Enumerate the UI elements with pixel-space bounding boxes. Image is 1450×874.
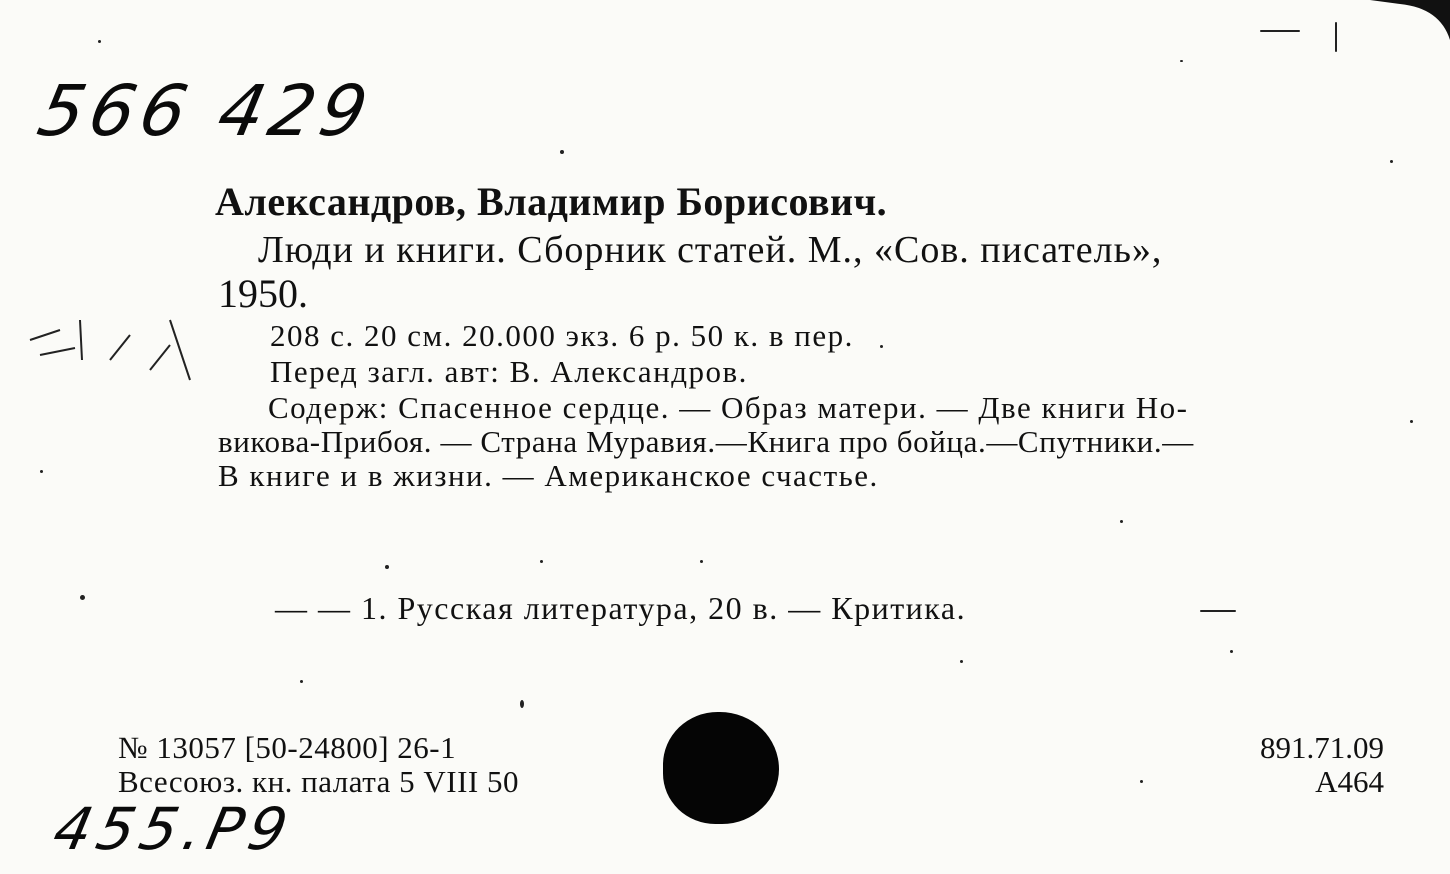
author-note-line: Перед загл. авт: В. Александров. — [270, 354, 748, 389]
author-mark: А464 — [1315, 764, 1384, 799]
punch-hole — [663, 712, 779, 824]
registry-number: № 13057 [50-24800] 26-1 — [118, 730, 457, 765]
collation-line: 208 с. 20 см. 20.000 экз. 6 р. 50 к. в пер. — [270, 318, 854, 353]
author-heading: Александров, Владимир Борисович. — [215, 179, 888, 224]
title-line: Люди и книги. Сборник статей. М., «Сов. писатель», — [258, 229, 1163, 271]
corner-shadow — [1370, 0, 1450, 40]
subject-heading: — — 1. Русская литература, 20 в. — Критика. — [275, 590, 967, 626]
margin-scratches — [20, 300, 210, 390]
contents-line-1: Содерж: Спасенное сердце. — Образ матери. — Две книги Но- — [268, 390, 1189, 425]
handwritten-call-number-top: 566 429 — [31, 70, 381, 152]
contents-line-2: викова-Прибоя. — Страна Муравия.—Книга про бойца.—Спутники.— — [218, 424, 1194, 459]
classification-number: 891.71.09 — [1260, 730, 1384, 765]
year-line: 1950. — [218, 271, 308, 316]
contents-line-3: В книге и в жизни. — Американское счастье. — [218, 458, 879, 493]
handwritten-call-number-bottom: 455.Р9 — [47, 795, 300, 863]
book-chamber-note: Всесоюз. кн. палата 5 VIII 50 — [118, 764, 520, 799]
